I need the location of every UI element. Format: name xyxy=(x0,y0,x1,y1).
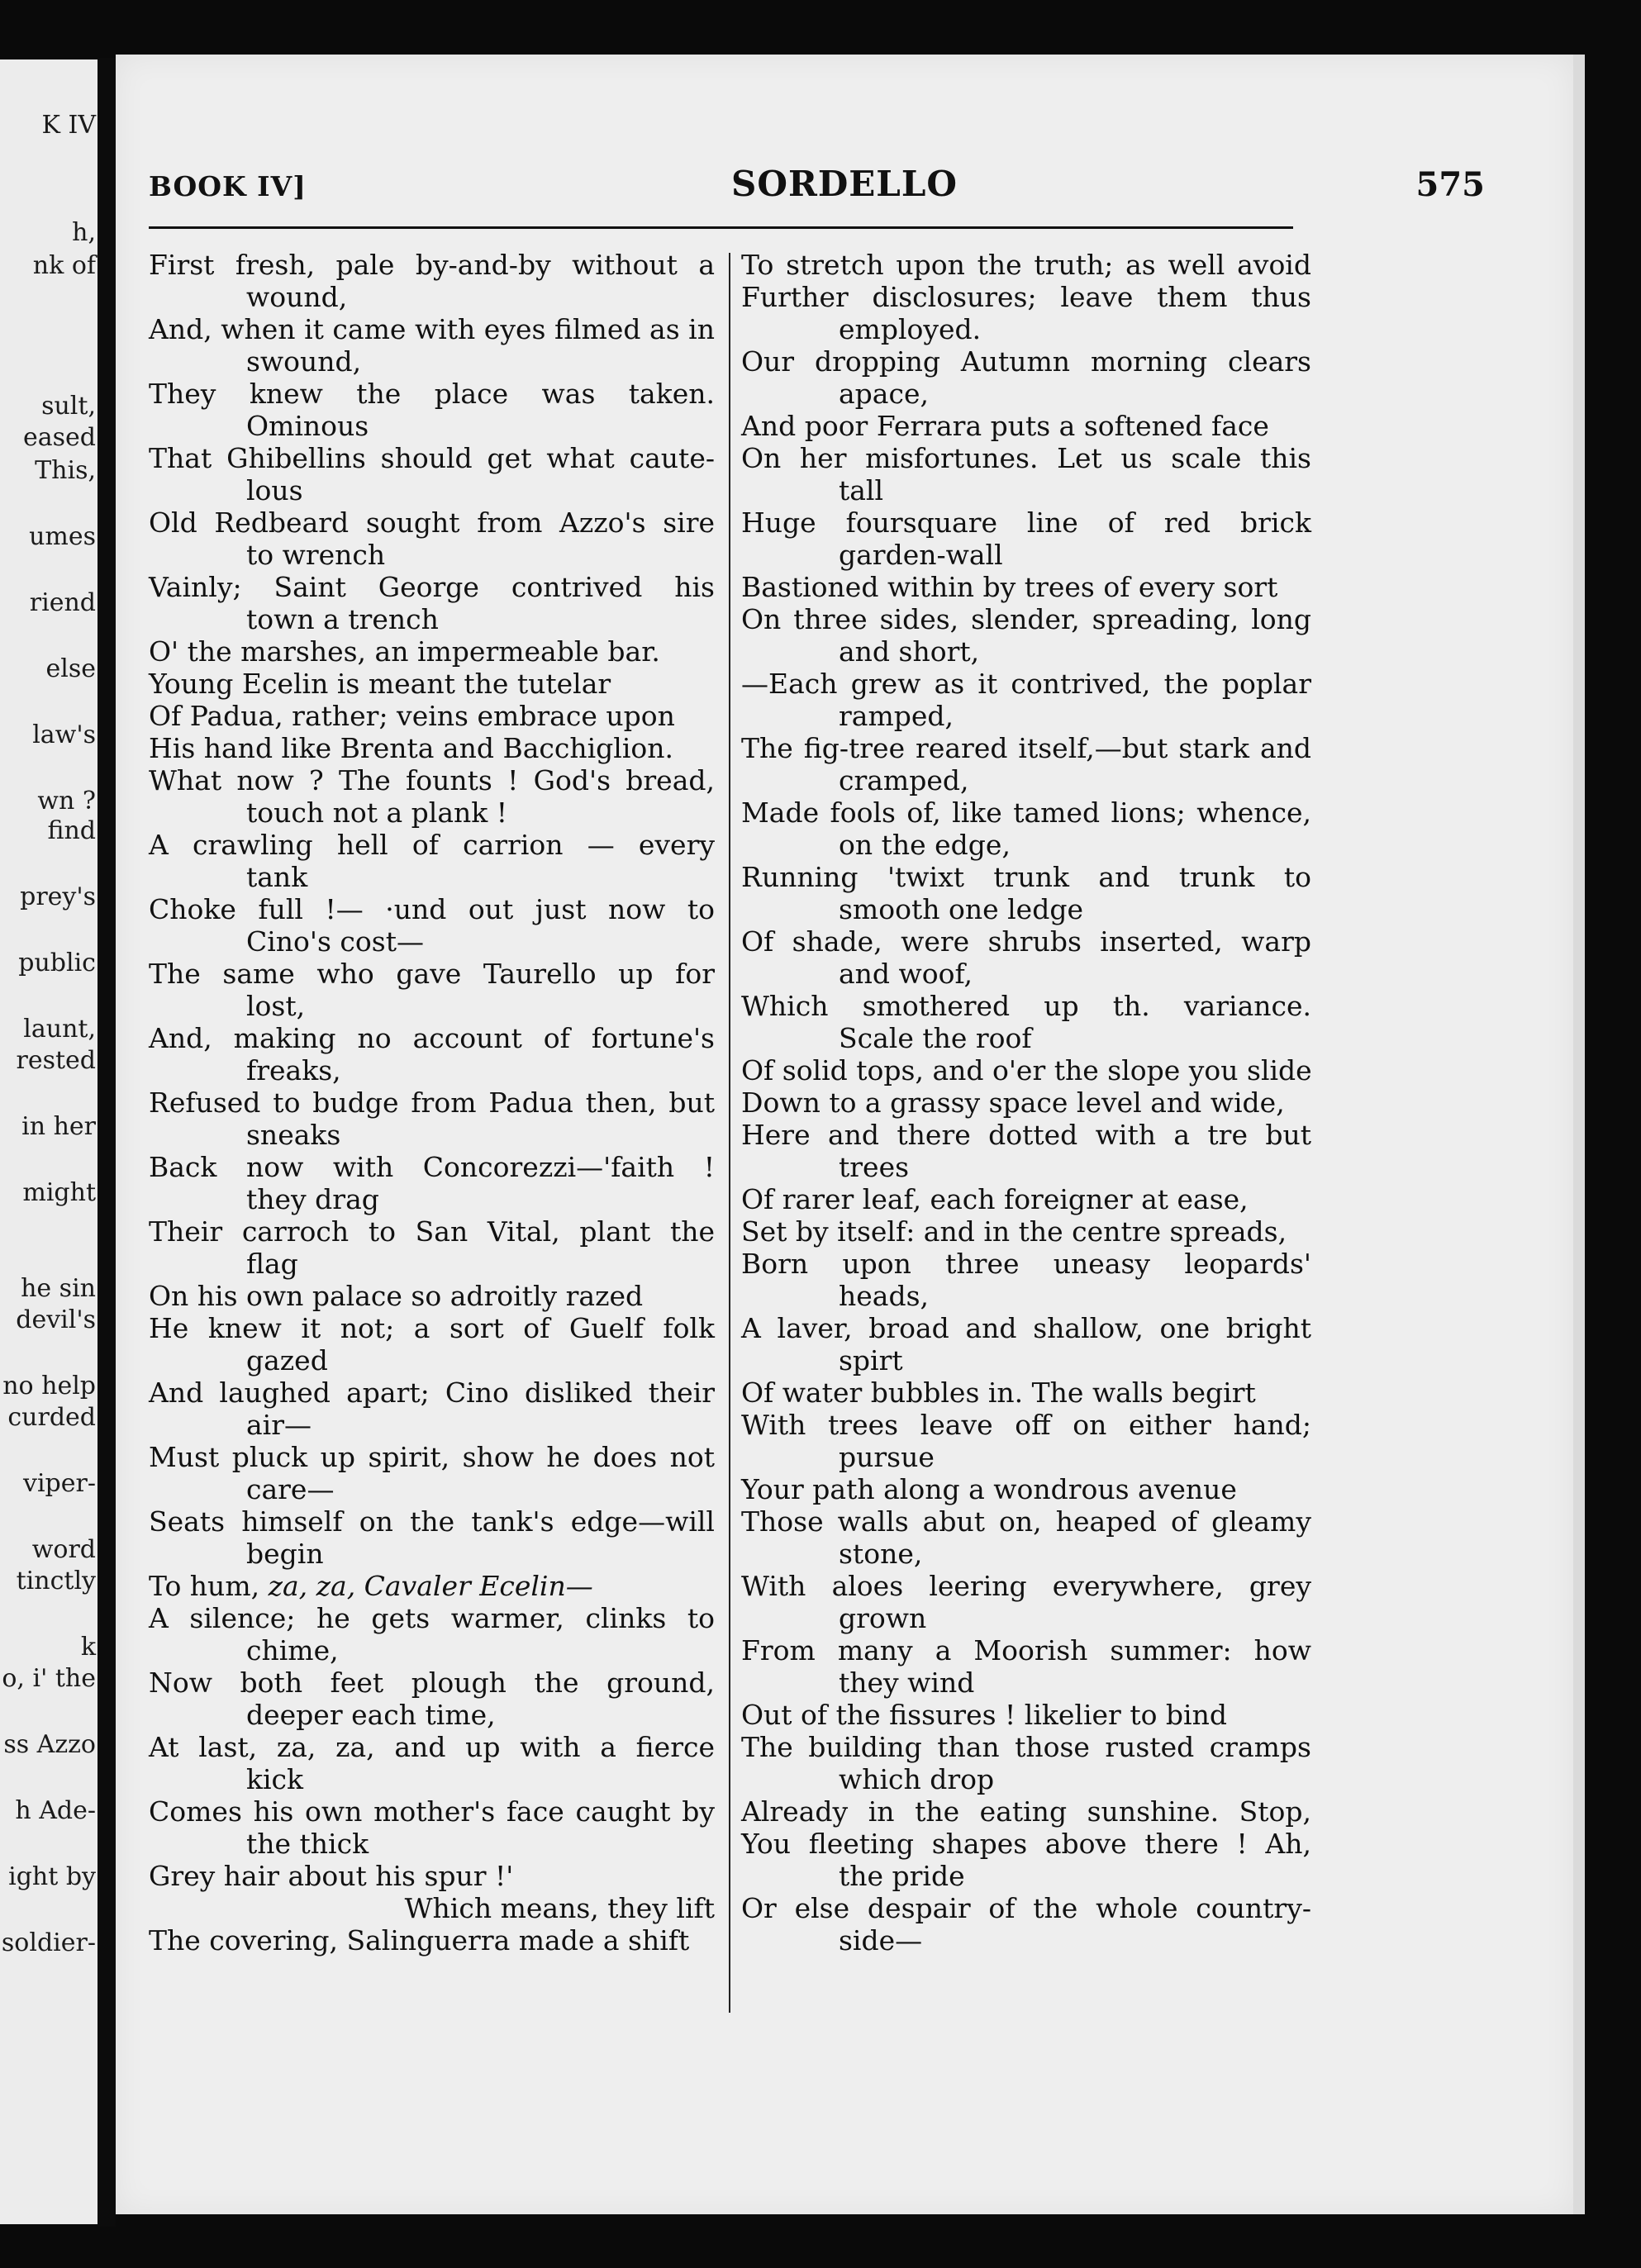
verse-line: wound, xyxy=(246,281,348,313)
verse-line: —Each grew as it contrived, the poplar xyxy=(741,668,1311,700)
previous-page-fragment: find xyxy=(47,816,96,845)
verse-line: they wind xyxy=(839,1667,975,1699)
verse-line: Now both feet plough the ground, xyxy=(149,1667,715,1699)
verse-line: flag xyxy=(246,1248,298,1280)
verse-line: Choke full !— ·und out just now to xyxy=(149,893,715,925)
previous-page-margin xyxy=(0,59,101,2224)
verse-line: Your path along a wondrous avenue xyxy=(741,1473,1237,1505)
previous-page-fragment: no help xyxy=(2,1372,96,1400)
previous-page-fragment: soldier- xyxy=(1,1928,96,1957)
verse-line: Back now with Concorezzi—'faith ! xyxy=(149,1151,715,1183)
verse-line: stone, xyxy=(839,1538,923,1570)
verse-line: Our dropping Autumn morning clears xyxy=(741,345,1311,378)
verse-line: Of Padua, rather; veins embrace upon xyxy=(149,700,675,732)
previous-page-fragment: might xyxy=(22,1178,96,1207)
verse-line: A laver, broad and shallow, one bright xyxy=(741,1312,1311,1344)
verse-line: ramped, xyxy=(839,700,954,732)
page-number: 575 xyxy=(1415,165,1485,204)
verse-line: From many a Moorish summer: how xyxy=(741,1634,1311,1667)
verse-line: the pride xyxy=(839,1860,965,1892)
previous-page-fragment: nk of xyxy=(32,251,96,280)
verse-line: And, making no account of fortune's xyxy=(149,1022,715,1054)
verse-line: What now ? The founts ! God's bread, xyxy=(149,764,715,796)
previous-page-fragment: riend xyxy=(29,588,96,617)
verse-line: A crawling hell of carrion — every xyxy=(149,829,715,861)
previous-page-fragment: rested xyxy=(16,1046,96,1075)
verse-line: on the edge, xyxy=(839,829,1011,861)
previous-page-fragment: launt, xyxy=(23,1015,96,1044)
previous-page-fragment: tinctly xyxy=(16,1567,96,1595)
verse-line: Of solid tops, and o'er the slope you slide xyxy=(741,1054,1312,1086)
verse-line: Born upon three uneasy leopards' xyxy=(741,1248,1311,1280)
previous-page-fragment: prey's xyxy=(20,882,96,911)
previous-page-fragment: This, xyxy=(35,456,96,485)
verse-line: Running 'twixt trunk and trunk to xyxy=(741,861,1311,893)
verse-line: Huge foursquare line of red brick xyxy=(741,506,1311,539)
verse-line: touch not a plank ! xyxy=(246,796,507,829)
verse-line: Grey hair about his spur !' xyxy=(149,1860,514,1892)
verse-line: Here and there dotted with a tre but xyxy=(741,1119,1311,1151)
verse-line: You fleeting shapes above there ! Ah, xyxy=(741,1828,1311,1860)
verse-line: care— xyxy=(246,1473,335,1505)
verse-line: cramped, xyxy=(839,764,969,796)
previous-page-fragment: h Ade- xyxy=(15,1796,96,1825)
verse-line: And laughed apart; Cino disliked their xyxy=(149,1376,715,1409)
verse-line: To stretch upon the truth; as well avoid xyxy=(741,249,1311,281)
previous-page-fragment: word xyxy=(31,1535,96,1564)
previous-page-fragment: wn ? xyxy=(37,787,96,815)
verse-line: lost, xyxy=(246,990,306,1022)
previous-page-fragment: in her xyxy=(21,1112,96,1141)
verse-line: heads, xyxy=(839,1280,930,1312)
left-column xyxy=(149,249,715,1957)
verse-line: Set by itself: and in the centre spreads, xyxy=(741,1215,1287,1248)
verse-line: The building than those rusted cramps xyxy=(741,1731,1311,1763)
verse-line: to wrench xyxy=(246,539,386,571)
previous-page-fragment: o, i' the xyxy=(2,1664,96,1693)
verse-line: employed. xyxy=(839,313,982,345)
verse-line: and short, xyxy=(839,635,980,668)
verse-line: Ominous xyxy=(246,410,369,442)
verse-line: Vainly; Saint George contrived his xyxy=(149,571,715,603)
verse-line: begin xyxy=(246,1538,324,1570)
verse-line: With trees leave off on either hand; xyxy=(741,1409,1311,1441)
verse-line: Made fools of, like tamed lions; whence, xyxy=(741,796,1311,829)
verse-line: freaks, xyxy=(246,1054,341,1086)
verse-line: Refused to budge from Padua then, but xyxy=(149,1086,715,1119)
verse-line: grown xyxy=(839,1602,927,1634)
previous-page-fragment: K IV xyxy=(41,111,96,140)
previous-page-fragment: else xyxy=(45,654,96,683)
verse-line: Down to a grassy space level and wide, xyxy=(741,1086,1285,1119)
verse-line: Must pluck up spirit, show he does not xyxy=(149,1441,715,1473)
verse-line: Already in the eating sunshine. Stop, xyxy=(741,1795,1311,1828)
verse-line: which drop xyxy=(839,1763,995,1795)
verse-line: side— xyxy=(839,1924,923,1957)
verse-line: the thick xyxy=(246,1828,369,1860)
verse-line: Comes his own mother's face caught by xyxy=(149,1795,715,1828)
verse-line: sneaks xyxy=(246,1119,341,1151)
previous-page-fragment: law's xyxy=(32,720,96,749)
previous-page-fragment: devil's xyxy=(16,1305,96,1334)
verse-line: Of water bubbles in. The walls begirt xyxy=(741,1376,1256,1409)
verse-line: Seats himself on the tank's edge—will xyxy=(149,1505,715,1538)
previous-page-fragment: k xyxy=(80,1633,96,1662)
verse-line: To hum, za, za, Cavaler Ecelin— xyxy=(149,1570,593,1602)
previous-page-fragment: public xyxy=(18,949,96,977)
verse-line: smooth one ledge xyxy=(839,893,1083,925)
verse-line: gazed xyxy=(246,1344,328,1376)
verse-line: town a trench xyxy=(246,603,439,635)
verse-line: garden-wall xyxy=(839,539,1003,571)
verse-line: trees xyxy=(839,1151,910,1183)
page-edge xyxy=(1573,55,1585,2214)
verse-line: Which smothered up th. variance. xyxy=(741,990,1311,1022)
verse-line: tall xyxy=(839,474,884,506)
verse-line: Those walls abut on, heaped of gleamy xyxy=(741,1505,1311,1538)
verse-line: They knew the place was taken. xyxy=(149,378,715,410)
verse-line: spirt xyxy=(839,1344,903,1376)
verse-line: Cino's cost— xyxy=(246,925,424,958)
verse-line: air— xyxy=(246,1409,312,1441)
verse-line: Further disclosures; leave them thus xyxy=(741,281,1311,313)
verse-line: Of shade, were shrubs inserted, warp xyxy=(741,925,1311,958)
verse-line: pursue xyxy=(839,1441,935,1473)
running-head-book: BOOK IV] xyxy=(149,170,307,202)
verse-line: lous xyxy=(246,474,303,506)
verse-line: O' the marshes, an impermeable bar. xyxy=(149,635,660,668)
previous-page-fragment: sult, xyxy=(41,392,96,421)
verse-line: And poor Ferrara puts a softened face xyxy=(741,410,1269,442)
verse-line: deeper each time, xyxy=(246,1699,496,1731)
verse-line: swound, xyxy=(246,345,362,378)
verse-line: Scale the roof xyxy=(839,1022,1032,1054)
previous-page-fragment: curded xyxy=(7,1403,96,1432)
verse-line: Young Ecelin is meant the tutelar xyxy=(149,668,611,700)
verse-line: Or else despair of the whole country- xyxy=(741,1892,1311,1924)
verse-line: tank xyxy=(246,861,308,893)
verse-line: The same who gave Taurello up for xyxy=(149,958,715,990)
verse-line: That Ghibellins should get what caute- xyxy=(149,442,715,474)
previous-page-fragment: ight by xyxy=(8,1862,96,1891)
verse-line: With aloes leering everywhere, grey xyxy=(741,1570,1311,1602)
previous-page-fragment: he sin xyxy=(21,1274,96,1303)
verse-line: apace, xyxy=(839,378,929,410)
right-column xyxy=(741,249,1311,1957)
verse-line: Out of the fissures ! likelier to bind xyxy=(741,1699,1227,1731)
verse-line: they drag xyxy=(246,1183,379,1215)
book-page xyxy=(116,55,1573,2214)
running-head-title: SORDELLO xyxy=(731,164,958,204)
verse-line: On her misfortunes. Let us scale this xyxy=(741,442,1311,474)
previous-page-fragment: eased xyxy=(23,423,96,452)
book-gutter xyxy=(98,58,116,2227)
verse-line: Which means, they lift xyxy=(404,1892,715,1924)
verse-line: Their carroch to San Vital, plant the xyxy=(149,1215,715,1248)
verse-line: On his own palace so adroitly razed xyxy=(149,1280,644,1312)
verse-line: The covering, Salinguerra made a shift xyxy=(149,1924,690,1957)
previous-page-fragment: umes xyxy=(29,522,96,551)
verse-line: Old Redbeard sought from Azzo's sire xyxy=(149,506,715,539)
previous-page-fragment: ss Azzo xyxy=(3,1730,96,1759)
column-divider xyxy=(729,253,730,2013)
previous-page-fragment: h, xyxy=(72,218,96,247)
previous-page-fragment: viper- xyxy=(23,1469,96,1498)
verse-line: kick xyxy=(246,1763,304,1795)
verse-line: and woof, xyxy=(839,958,973,990)
verse-line: He knew it not; a sort of Guelf folk xyxy=(149,1312,715,1344)
verse-line: On three sides, slender, spreading, long xyxy=(741,603,1311,635)
header-rule xyxy=(149,226,1293,229)
verse-line: chime, xyxy=(246,1634,339,1667)
verse-line: At last, za, za, and up with a fierce xyxy=(149,1731,715,1763)
verse-line: First fresh, pale by-and-by without a xyxy=(149,249,715,281)
verse-line: And, when it came with eyes filmed as in xyxy=(149,313,715,345)
verse-line: Of rarer leaf, each foreigner at ease, xyxy=(741,1183,1249,1215)
verse-line: A silence; he gets warmer, clinks to xyxy=(149,1602,715,1634)
verse-line: His hand like Brenta and Bacchiglion. xyxy=(149,732,673,764)
verse-line: Bastioned within by trees of every sort xyxy=(741,571,1278,603)
verse-line: The fig-tree reared itself,—but stark and xyxy=(741,732,1311,764)
